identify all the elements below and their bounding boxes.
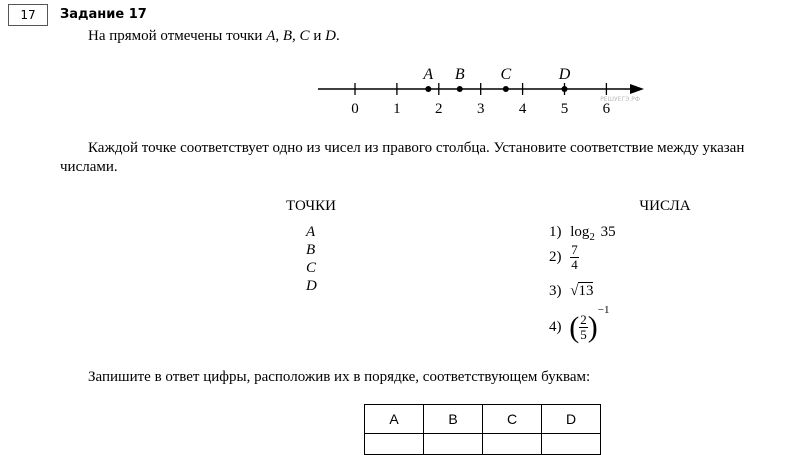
point-label-d: D	[306, 278, 317, 294]
numbers-column-header: ЧИСЛА	[639, 198, 691, 214]
number-line-figure	[0, 0, 790, 130]
points-column-header: ТОЧКИ	[285, 198, 336, 214]
option-4: 4) ( $\frac{2}{5}$ )$^{-1}$	[549, 304, 610, 344]
left-paren: (	[569, 310, 580, 344]
task-number: 17	[20, 8, 36, 22]
fraction-7-4: $\frac{7}{4}$	[571, 242, 578, 272]
answer-header-a: A	[365, 405, 424, 434]
tick-label-4: 4	[518, 101, 527, 117]
answer-header-c: C	[483, 405, 542, 434]
tick-label-3: 3	[476, 101, 485, 117]
tick-label-1: 1	[393, 101, 401, 117]
right-paren: )	[587, 310, 598, 344]
point-dot-a	[425, 86, 431, 92]
tick-label-0: 0	[351, 101, 359, 117]
point-dot-b	[457, 86, 463, 92]
answer-header-b: B	[424, 405, 483, 434]
point-label-line-d: D	[558, 66, 571, 83]
intro-points: A, B, C	[266, 28, 310, 44]
instruction-line-2: числами.	[60, 159, 118, 175]
option-2: 2) $\frac{7}{4}$	[549, 242, 578, 272]
tick-label-6: 6	[602, 101, 611, 117]
answer-table	[364, 404, 601, 455]
task-title: Задание 17	[60, 7, 147, 22]
tick-label-2: 2	[435, 101, 443, 117]
point-dot-c	[503, 86, 509, 92]
answer-cell-a[interactable]	[365, 434, 424, 455]
point-label-line-c: C	[500, 66, 512, 83]
point-label-line-a: A	[423, 66, 434, 83]
answer-header-d: D	[542, 405, 601, 434]
arrow-head-icon	[630, 84, 644, 94]
answer-prompt: Запишите в ответ цифры, расположив их в порядке, соответствующем буквам:	[88, 369, 591, 385]
option-3: 3) √13	[549, 283, 594, 299]
point-label-b: B	[306, 242, 316, 258]
point-label-c: C	[306, 260, 317, 276]
option-1: 1) $\log_2 35$	[549, 224, 616, 243]
watermark: РЕШУЕГЭ.РФ	[600, 96, 640, 103]
tick-label-5: 5	[560, 101, 569, 117]
instruction-line-1: Каждой точке соответствует одно из чисел из правого столбца. Установите соответствие между указан	[88, 140, 745, 156]
sqrt-sign: √	[570, 283, 579, 299]
fraction-2-5: $\frac{2}{5}$	[580, 312, 587, 343]
answer-cell-d[interactable]	[542, 434, 601, 455]
point-label-line-b: B	[454, 66, 465, 83]
answer-cell-c[interactable]	[483, 434, 542, 455]
point-label-a: A	[306, 224, 316, 240]
intro-text: На прямой отмечены точки A, B, C и D.	[88, 28, 340, 44]
point-dot-d	[562, 86, 568, 92]
answer-cell-b[interactable]	[424, 434, 483, 455]
